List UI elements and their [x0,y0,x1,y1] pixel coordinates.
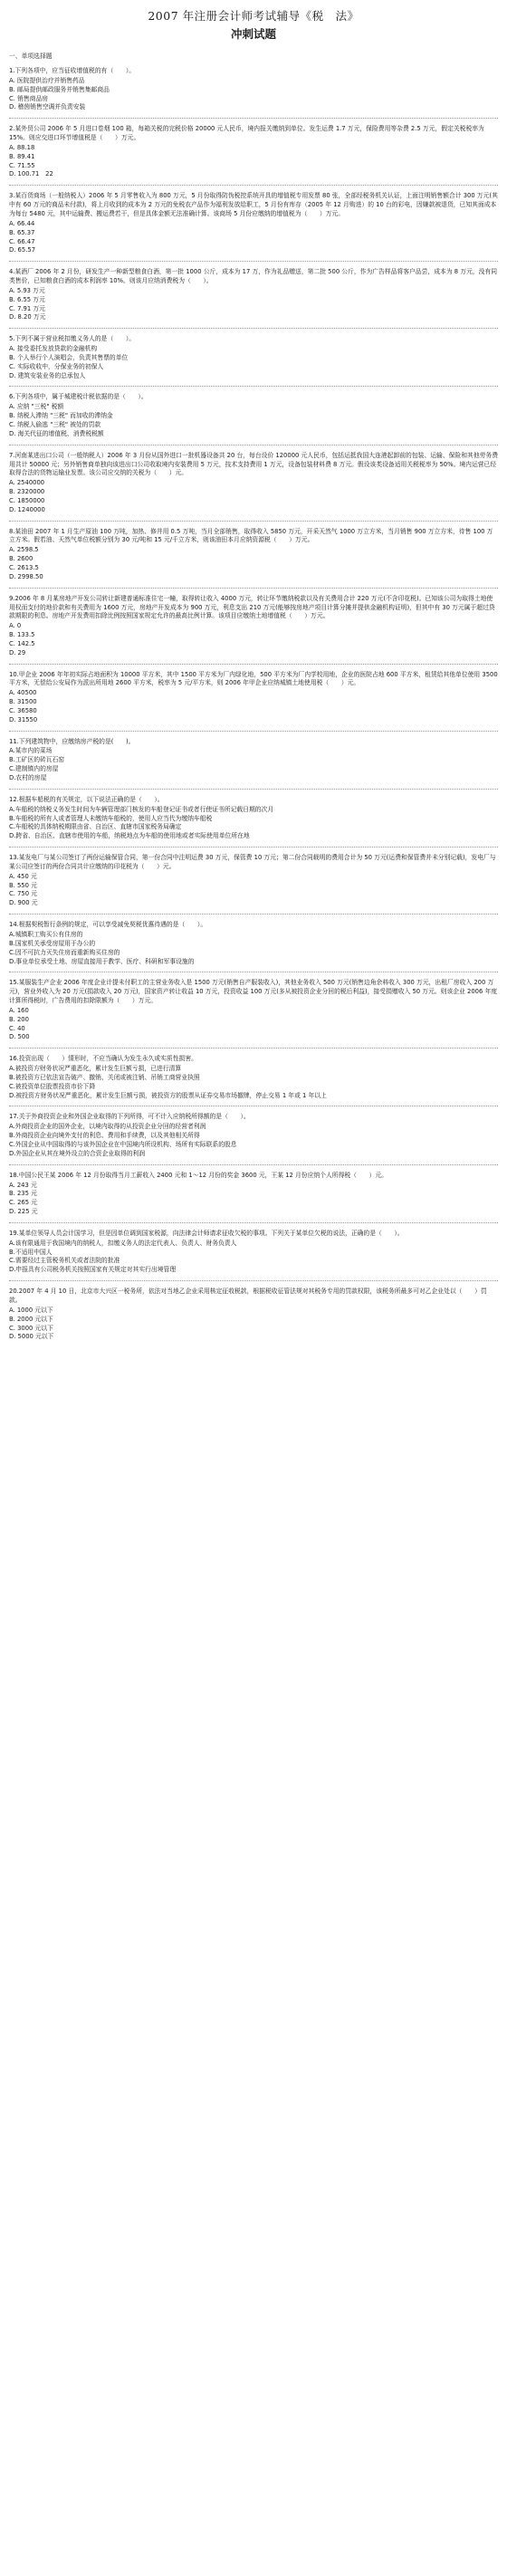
question-stem: 13.某发电厂与某公司签订了两份运输保管合同，第一份合同中注明运费 30 万元，保管费 10 万元；第二份合同载明的费用合计为 50 万元(运费和保管费并未分别记载)，发电厂与某公司应签订的两份合同共计应缴纳的印花税为（ ）元。 [9,854,496,870]
question-stem: 1.下列各项中，应当征收增值税的有（ ）。 [9,67,136,74]
question-stem: 9.2006 年 8 月某房地产开发公司转让新建普通标准住宅一幢，取得转让收入 4000 万元，转让环节缴纳税款以及有关费用合计 220 万元(不含印花税)。已知该公司为取得土地使用权而支付的地价款和有关费用为 1600 万元，房地产开发成本为 900 万元，利息支出 210 万元(能够按房地产项目计算分摊并提供金融机构证明)，但其中有 30 万元属于超过贷款期限的利息。房地产开发费用扣除比例按照国家规定允许的最高比例计算。该项目应缴纳土地增值税（ ）万元。 [9,594,495,620]
question-divider [9,1164,498,1165]
question-stem: 14.根据契税暂行条例的规定，可以享受减免契税优惠待遇的是（ ）。 [9,921,207,929]
question-item [9,67,498,112]
answer-option: A. 160 [9,1006,29,1014]
answer-option: C. 2613.5 [9,563,39,571]
answer-option: A. 医院提供治疗并销售药品 [9,76,85,84]
answer-option: B. 235 元 [9,1190,37,1198]
question-item [9,1055,498,1100]
answer-option: D. 500 [9,1033,30,1041]
answer-option: D. 2998.50 [9,572,43,580]
answer-option: B.外商投资企业向境外支付的利息、费用和手续费，以及其他相关所得 [9,1132,200,1140]
document-title: 2007 年注册会计师考试辅导《税 法》 [148,9,359,23]
question-item [9,979,498,1042]
answer-option: C. 36580 [9,706,37,714]
question-divider [9,1048,498,1049]
answer-option: A. 5.93 万元 [9,286,45,294]
answer-option: D. 8.20 万元 [9,313,46,321]
question-item [9,393,498,438]
answer-option: D. 建筑安装业务的总承包人 [9,371,86,379]
answer-option: A.该有限通用于我国境内的纳税人，扣缴义务人的法定代表人、负责人、财务负责人 [9,1239,237,1247]
question-divider [9,1280,498,1281]
question-item [9,1230,498,1275]
question-divider [9,789,498,790]
answer-option: C.因不可抗力灭失住房而重新购买住房的 [9,948,120,956]
question-item [9,595,498,658]
question-stem: 6.下列各项中，属于城建税计税依据的是（ ）。 [9,393,148,401]
answer-option: B. 200 [9,1015,29,1023]
answer-option: A. 450 元 [9,872,37,880]
answer-option: D. 65.57 [9,246,36,254]
question-item [9,192,498,255]
answer-option: D. 31550 [9,715,38,723]
answer-option: A.外商投资企业的国外企业，以境内取得的从投资企业分回的经营者利润 [9,1123,206,1131]
question-stem: 10.甲企业 2006 年年初实际占地面积为 10000 平方米，其中 1500 平方米为厂内绿化地，500 平方米为厂内学校用地，企业的医院占地 600 平方米，租赁给其他单位使用 3500 平方米，无偿给公安局作为派出所用地 2600 平方米，税率为 5 元/平方米，则 2006 年甲企业应纳城镇土地使用税（ ）元。 [9,670,498,687]
question-item [9,1172,498,1217]
question-item [9,1113,498,1158]
question-list [9,67,498,1342]
answer-option: C.需要经过主管税务机关或者法院的批准 [9,1257,120,1265]
answer-option: C. 7.91 万元 [9,304,45,312]
question-item [9,1288,498,1342]
question-item [9,528,498,582]
question-stem: 18.中国公民王某 2006 年 12 月份取得当月工薪收入 2400 元和 1～12 月份的奖金 3600 元，王某 12 月份应纳个人所得税（ ）元。 [9,1171,387,1179]
answer-option: A. 2540000 [9,479,45,487]
answer-option: A.城镇职工购买公有住房的 [9,930,83,938]
question-item [9,921,498,966]
answer-option: C. 750 元 [9,890,37,898]
answer-option: B. 550 元 [9,881,37,889]
document-subtitle: 冲刺试题 [230,27,276,41]
answer-option: B. 2000 元以下 [9,1315,53,1323]
answer-option: C. 实际收收中，分保业务的初保人 [9,362,104,370]
question-divider [9,731,498,732]
answer-option: D. 100.71 22 [9,170,53,178]
question-stem: 15.某服装生产企业 2006 年度企业计提未付职工的主营业务收入是 1500 万元(销售自产服装收入)，其他业务收入 500 万元(销售边角余料收入 300 万元，出租厂房收入 200 万元)，营业外收入为 20 万元(捐款收入 20 万元)，国家资产转让收益 10 万元，投资收益 100 万元(多从被投资企业分回的税后利益)，接受捐赠收入 50 万元。则该企业 2006 年度计算所得税时，广告费用的扣除限额为（ ）万元。 [9,979,498,1005]
answer-option: B. 个人举行个人演唱会，负责其售票的单位 [9,353,129,361]
question-item [9,854,498,908]
answer-option: C. 71.55 [9,161,35,169]
question-divider [9,914,498,915]
question-divider [9,185,498,186]
answer-option: A. 接受委托发放贷款的金融机构 [9,345,98,353]
section-heading: 一、单项选择题 [9,53,53,60]
answer-option: B. 89.41 [9,152,35,160]
answer-option: D.农村的房屋 [9,774,47,781]
answer-option: C. 265 元 [9,1199,37,1207]
answer-option: C. 40 [9,1024,25,1032]
answer-option: C. 销售商品房 [9,94,49,102]
question-item [9,335,498,380]
question-stem: 17.关于外商投资企业和外国企业取得的下列所得，可不计入应纳税所得额的是（ ）。 [9,1113,250,1121]
question-divider [9,118,498,119]
answer-option: D. 29 [9,648,26,656]
answer-option: C.外国企业从中国取得的与该外国企业在中国境内所设机构、场所有实际联系的股息 [9,1141,237,1148]
answer-option: C. 3000 元以下 [9,1324,53,1332]
answer-option: A. 1000 元以下 [9,1306,53,1314]
answer-option: A. 88.18 [9,143,35,151]
answer-option: A. 243 元 [9,1181,37,1189]
answer-option: D. 海关代征的增值税、消费税税额 [9,429,104,437]
question-stem: 20.2007 年 4 月 10 日，北京市大兴区一税务所，依法对当地乙企业采用核定征收税款，根据税收征管法规对其税务专用的罚款权限，该税务所最多可对乙企业处以（ ）罚款。 [9,1288,487,1304]
answer-option: C. 142.5 [9,639,35,647]
answer-option: D. 稽茵销售空调并负责安装 [9,103,86,111]
answer-option: D. 225 元 [9,1208,38,1216]
answer-option: A. 应纳 "三税" 税额 [9,403,64,411]
answer-option: D.外国企业从其在境外设立的合资企业取得的利润 [9,1149,146,1157]
answer-option: B.不适用中国人 [9,1248,53,1256]
answer-option: A.被投资方财务状况严重恶化，累计发生巨额亏损，已进行清算 [9,1065,182,1073]
answer-option: B.工矿区的砖瓦石窑 [9,756,65,764]
answer-option: A. 0 [9,622,22,630]
question-item [9,738,498,783]
question-divider [9,664,498,665]
question-stem: 8.某油田 2007 年 1 月生产原油 100 万吨，加热、修井用 0.5 万吨，当月全部销售，取得收入 5850 万元，开采天然气 1000 万立方米，当月销售 900 万立方米，待售 100 万立方米。假若油、天然气单位税额分别为 30 元/吨和 15 元/千立方米，则该油田本月应纳资源税（ ）万元。 [9,527,493,544]
question-divider [9,588,498,589]
answer-option: A.某市内的菜场 [9,747,53,755]
answer-option: C. 66.47 [9,237,35,245]
question-stem: 5.下列不属于营业税扣缴义务人的是（ ）。 [9,335,136,343]
answer-option: A. 66.44 [9,219,35,227]
answer-option: B.被投资方已依法宣告破产、撤销、关闭或被注销、吊销工商营业执照 [9,1073,200,1081]
question-stem: 7.河南某进出口公司（一般纳税人）2006 年 3 月份从国外进口一批机器设备共 20 台，每台设价 120000 元人民币，包括运抵我国大连港起卸前的包装、运输、保险和其他劳务费用共计 50000 元；另外销售商单独向该进出口公司收取境内安装费用 5 万元，技术支持费用 1 万元，设备包装材料费 8 万元。假设该类设备适用关税税率为 50%。境内运营已经取得合法的货物运输业发票。该公司应交纳的关税为（ ）元。 [9,451,499,477]
question-stem: 12.根据车船税的有关规定，以下说法正确的是（ ）。 [9,795,164,803]
answer-option: B. 6.55 万元 [9,295,45,303]
question-divider [9,328,498,329]
question-stem: 3.某百货商场（一般纳税人）2006 年 5 月零售收入为 800 万元，5 月份取得防伪税控系统开具的增值税专用发票 80 张，全部经税务机关认证，上面注明销售额合计 300 万元(其中有 60 万元的商品未付款)，将上月收到的成本为 2 万元的免税农产品作为福利发放给职工，5 月份有库存（2005 年 12 月购进）的 10 台的彩电，因嫌款被退货，已知其面成本为每台 5480 元，其中运输费、搬运费若干，但是具体金额无法准确计算。该商场 5 月份应缴纳的增值税为（ ）万元。 [9,192,498,217]
answer-option: C. 纳税人偷逃 "三税" 被处的罚款 [9,421,101,428]
answer-option: B. 2320000 [9,488,45,496]
answer-option: B. 2600 [9,555,33,563]
answer-option: C.车船税的具体纳税期限由省、自治区、直辖市国家税务局确定 [9,823,182,831]
answer-option: D. 5000 元以下 [9,1333,54,1341]
answer-option: D. 1240000 [9,505,45,513]
question-item [9,452,498,515]
question-divider [9,261,498,262]
question-stem: 4.某酒厂 2006 年 2 月份，研发生产一种新型粮食白酒，第一批 1000 公斤，成本为 17 万，作为礼品赠送，第二批 500 公斤，作为广告样品将客户品尝，成本为 8 万元，没有同类售价，已知粮食白酒的成本利润率 10%。则该月应纳消费税为（ ）。 [9,268,498,285]
question-stem: 2.某外贸公司 2006 年 5 月进口卷烟 100 箱，每箱关税的完税价格 20000 元人民币，境内报关缴纳到单位。发生运费 1.7 万元，保险费用等杂费 2.5 万元，假定关税税率为 15%。则应交进口环节增值税是（ ）万元。 [9,125,484,142]
answer-option: C.被投资单位股票投资市价下降 [9,1082,96,1090]
answer-option: B. 65.37 [9,228,35,236]
question-item [9,671,498,725]
answer-option: D.事业单位承受土地、房屋直接用于教学、医疗、科研和军事设施的 [9,957,195,965]
answer-option: A. 40500 [9,689,37,697]
question-stem: 16.投资出现（ ）情形时，不应当确认为发生永久或实质性损害。 [9,1055,197,1063]
question-divider [9,521,498,522]
answer-option: D. 900 元 [9,899,38,907]
answer-option: A.车船税的纳税义务发生时间为车辆管理部门核发的车船登记证书或者行使证书所记载日期的次月 [9,805,274,813]
question-item [9,268,498,322]
answer-option: C. 1850000 [9,496,45,504]
question-divider [9,386,498,387]
answer-option: D.跨省、自治区、直辖市使用的车船，纳税地点为车船的使用地或者实际使用单位所在地 [9,832,250,840]
question-divider [9,1222,498,1223]
answer-option: D.被投资方财务状况严重恶化，累计发生巨额亏损，被投资方的股票从证券交易市场撤牌，停止交易 1 年或 1 年以上 [9,1091,327,1099]
question-stem: 19.某单位领导人员会计国学习，但是因单位调到国家税源，向法律会计师请求征收欠税的事项。下列关于某单位欠税的说法，正确的是（ ）。 [9,1229,404,1237]
answer-option: B.国家机关承受房屋用于办公的 [9,939,96,947]
question-item [9,796,498,841]
answer-option: C.建制镇内的房屋 [9,765,59,773]
answer-option: B. 31500 [9,698,37,706]
question-stem: 11.下列建筑物中，应缴纳房产税的是( )。 [9,737,135,745]
question-item [9,125,498,179]
answer-option: B. 纳税人滞纳 "三税" 而加收的滞纳金 [9,412,113,420]
answer-option: A. 2598.5 [9,546,39,554]
answer-option: B.车船税的所有人或者管理人未缴纳车船税的，使用人应当代为缴纳车船税 [9,814,213,822]
answer-option: B. 133.5 [9,631,35,639]
answer-option: D.申报具有公司税务机关按照国家有关规定对其实行出境管理 [9,1266,177,1274]
answer-option: B. 邮局提供邮政服务并销售集邮商品 [9,85,110,93]
